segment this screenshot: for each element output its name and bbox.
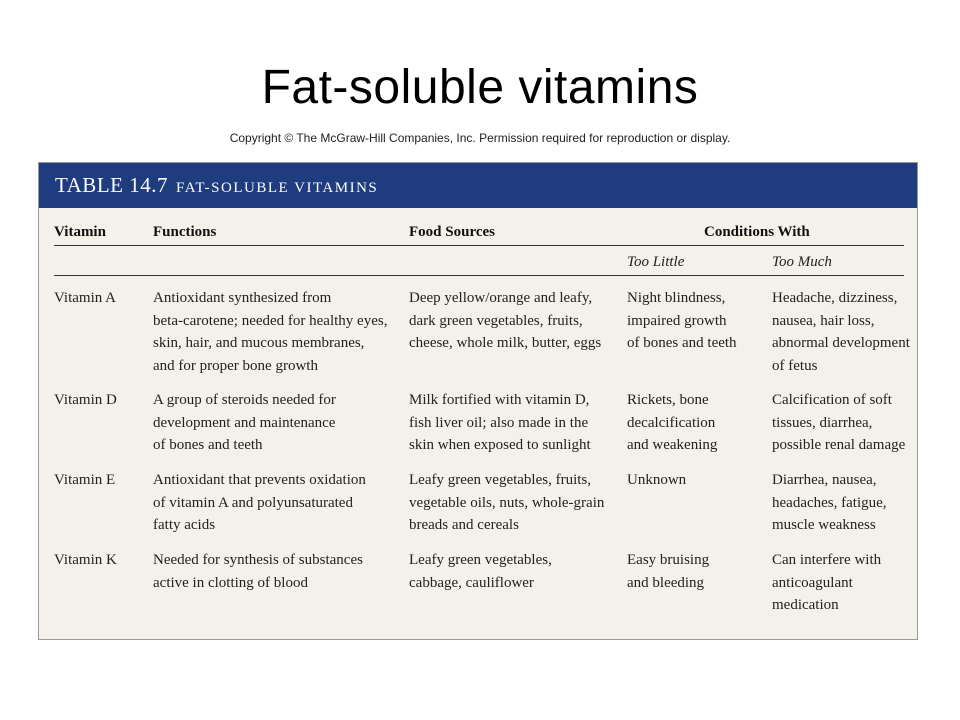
row-a-vitamin: Vitamin A bbox=[54, 290, 117, 306]
table-heading bbox=[55, 173, 378, 198]
row-k-food-sources: Leafy green vegetables, cabbage, cauliflower bbox=[409, 552, 552, 591]
copyright-notice: Copyright © The McGraw-Hill Companies, Inc. Permission required for reproduction or display. bbox=[229, 131, 731, 145]
row-d-food-sources: Milk fortified with vitamin D, fish liver oil; also made in the skin when exposed to sunlight bbox=[409, 392, 591, 453]
row-a-too-little: Night blindness, impaired growth of bones and teeth bbox=[627, 290, 737, 351]
row-e-too-little: Unknown bbox=[627, 472, 687, 488]
row-k-too-much: Can interfere with anticoagulant medication bbox=[772, 552, 882, 613]
header-food-sources: Food Sources bbox=[409, 224, 495, 240]
row-d-vitamin: Vitamin D bbox=[54, 392, 117, 408]
table-number: TABLE 14.7 bbox=[55, 173, 168, 197]
header-functions: Functions bbox=[153, 224, 217, 240]
header-rule bbox=[54, 245, 904, 246]
row-e-vitamin: Vitamin E bbox=[54, 472, 116, 488]
row-k-functions: Needed for synthesis of substances active in clotting of blood bbox=[153, 552, 363, 591]
row-a-functions: Antioxidant synthesized from beta-carotene; needed for healthy eyes, skin, hair, and mucous membranes, and for proper bone growth bbox=[153, 290, 388, 374]
row-k-vitamin: Vitamin K bbox=[54, 552, 117, 568]
header-conditions-with: Conditions With bbox=[704, 224, 810, 240]
row-d-functions: A group of steroids needed for development and maintenance of bones and teeth bbox=[153, 392, 336, 453]
row-d-too-little: Rickets, bone decalcification and weakening bbox=[627, 392, 718, 453]
header-too-little: Too Little bbox=[627, 254, 685, 270]
row-a-food-sources: Deep yellow/orange and leafy, dark green vegetables, fruits, cheese, whole milk, butter, eggs bbox=[409, 290, 602, 351]
header-vitamin: Vitamin bbox=[54, 224, 106, 240]
header-too-much: Too Much bbox=[772, 254, 832, 270]
row-k-too-little: Easy bruising and bleeding bbox=[627, 552, 710, 591]
subheader-rule bbox=[54, 275, 904, 276]
table-caption: FAT-SOLUBLE VITAMINS bbox=[175, 180, 379, 196]
row-a-too-much: Headache, dizziness, nausea, hair loss, abnormal development of fetus bbox=[772, 290, 910, 374]
row-e-too-much: Diarrhea, nausea, headaches, fatigue, muscle weakness bbox=[772, 472, 887, 533]
vitamins-table bbox=[38, 162, 918, 640]
row-d-too-much: Calcification of soft tissues, diarrhea, possible renal damage bbox=[772, 392, 906, 453]
row-e-functions: Antioxidant that prevents oxidation of vitamin A and polyunsaturated fatty acids bbox=[153, 472, 366, 533]
table-banner bbox=[39, 163, 917, 208]
row-e-food-sources: Leafy green vegetables, fruits, vegetable oils, nuts, whole-grain breads and cereals bbox=[409, 472, 605, 533]
slide-title: Fat-soluble vitamins bbox=[261, 61, 699, 114]
